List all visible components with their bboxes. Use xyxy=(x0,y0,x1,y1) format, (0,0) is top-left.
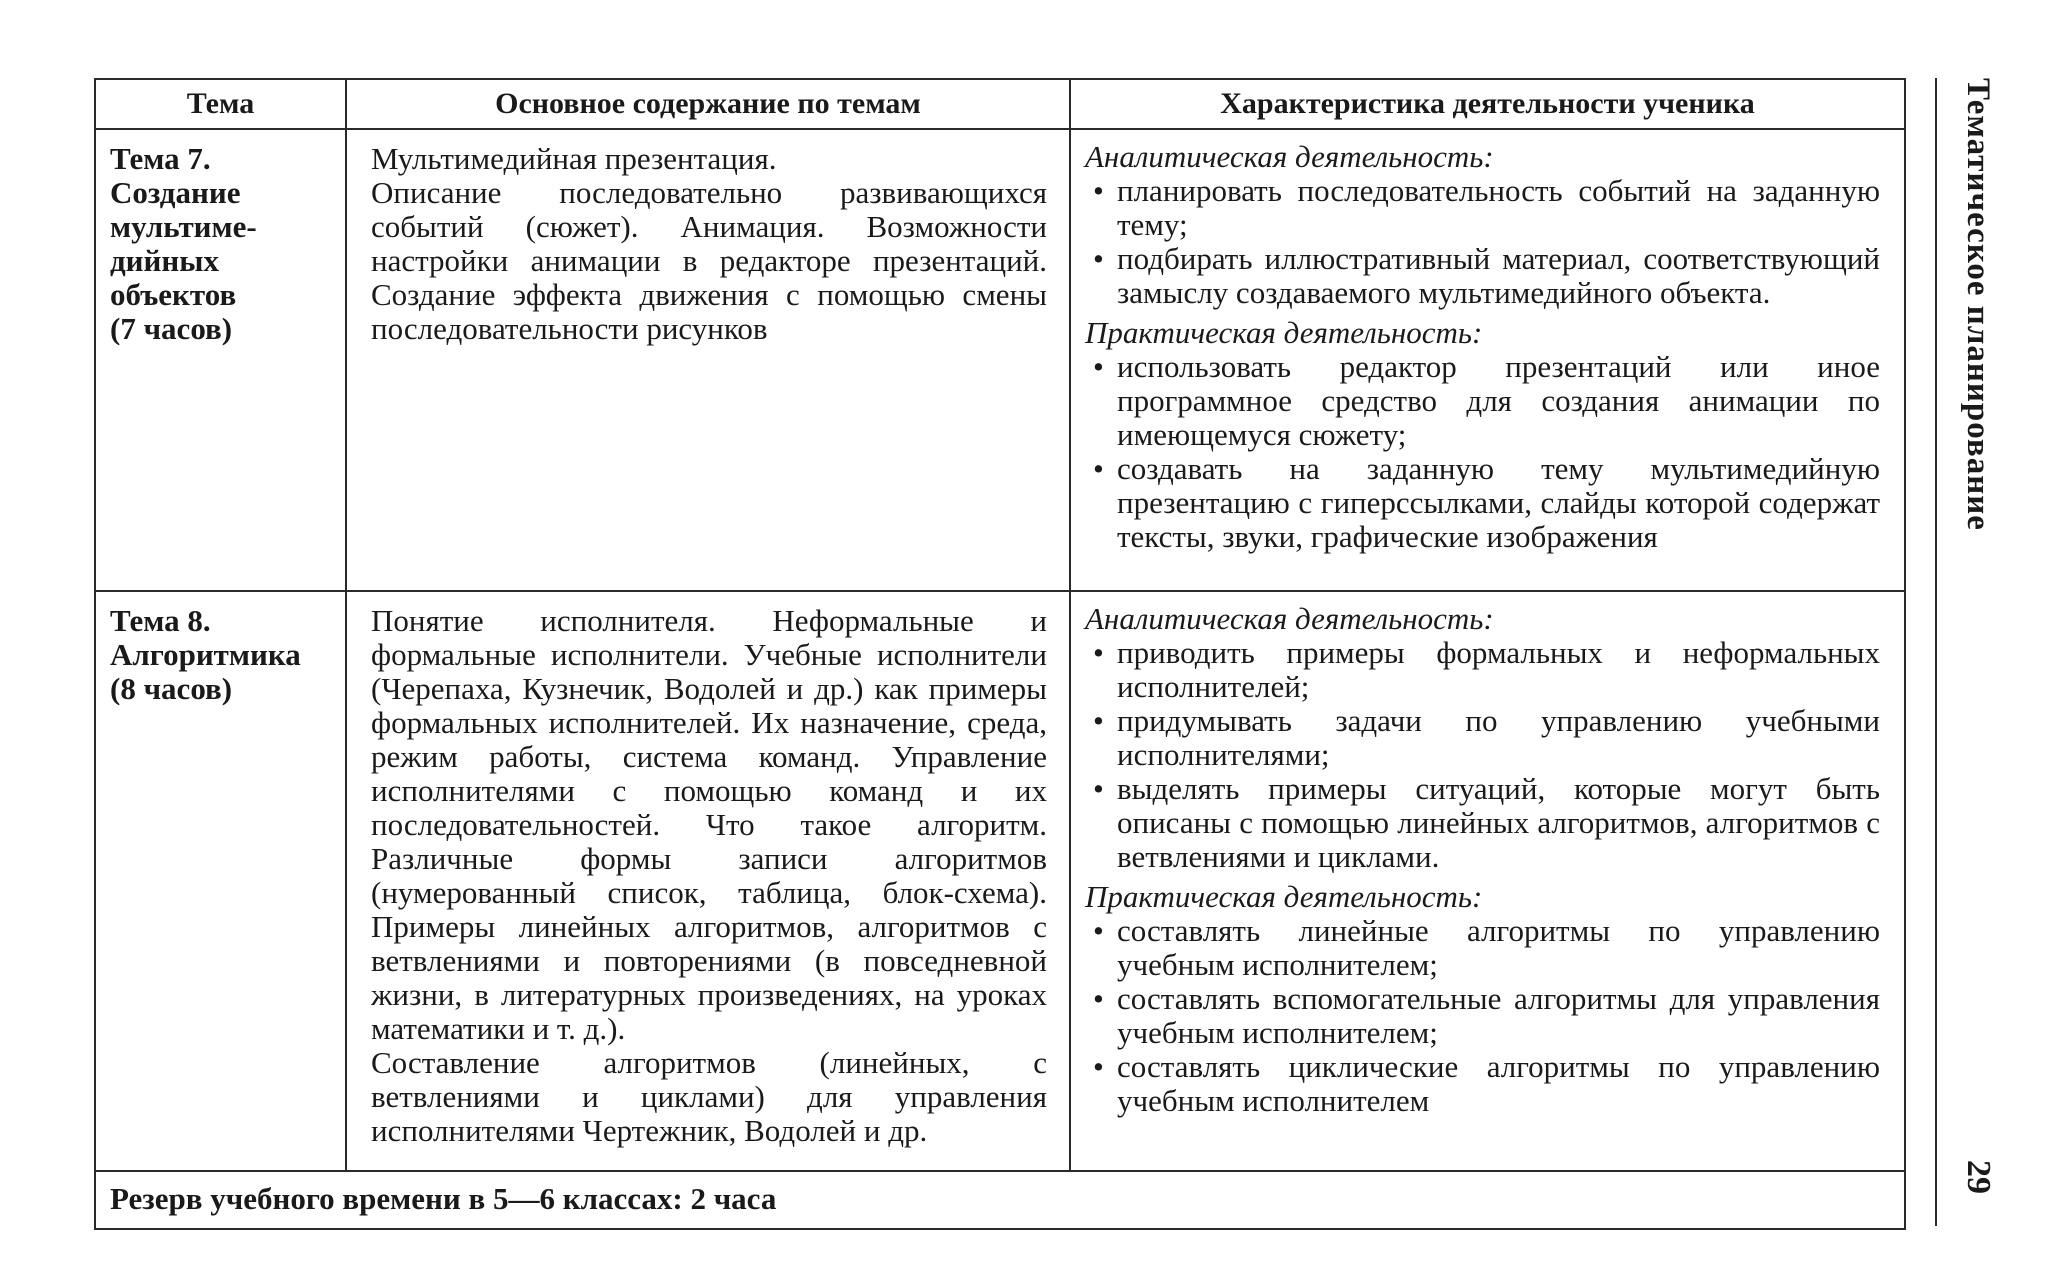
topic-line: Алгоритмика xyxy=(110,637,301,672)
bullet-icon: • xyxy=(1093,981,1104,1016)
margin-rule xyxy=(1935,78,1937,1226)
list-item xyxy=(1085,772,1880,874)
list-item-text: создавать на заданную тему мультимедийную презентацию с гиперссылками, слайды которой содержат тексты, звуки, графические изображения xyxy=(1117,451,1880,554)
list-item-text: планировать последовательность событий на заданную тему; xyxy=(1117,173,1880,242)
analytic-activity-list xyxy=(1085,636,1880,874)
bullet-icon: • xyxy=(1093,451,1104,486)
topic-line: (8 часов) xyxy=(110,671,233,706)
thematic-plan-table xyxy=(94,78,1906,1230)
list-item xyxy=(1085,350,1880,452)
bullet-icon: • xyxy=(1093,1049,1104,1084)
list-item-text: составлять вспомогательные алгоритмы для управления учебным исполнителем; xyxy=(1117,981,1880,1050)
topic-line: Тема 7. xyxy=(110,141,211,176)
list-item-text: составлять линейные алгоритмы по управлению учебным исполнителем; xyxy=(1117,913,1880,982)
practical-activity-list xyxy=(1085,914,1880,1118)
activity-cell xyxy=(1070,129,1905,591)
activity-cell xyxy=(1070,591,1905,1171)
list-item-text: подбирать иллюстративный материал, соответствующий замыслу создаваемого мультимедийного объекта. xyxy=(1117,241,1880,310)
header-row xyxy=(95,79,1905,129)
list-item-text: придумывать задачи по управлению учебными исполнителями; xyxy=(1117,703,1880,772)
list-item xyxy=(1085,636,1880,704)
topic-line: Тема 8. xyxy=(110,603,211,638)
content-paragraph: Мультимедийная презентация. xyxy=(371,141,777,176)
practical-activity-label: Практическая деятельность: xyxy=(1085,315,1483,350)
analytic-activity-label: Аналитическая деятельность: xyxy=(1085,139,1494,174)
list-item xyxy=(1085,704,1880,772)
content-paragraph: Понятие исполнителя. Неформальные и формальные исполнители. Учебные исполнители (Черепаха, Кузнечик, Водолей и др.) как примеры формальных исполнителей. Их назначение, среда, режим работы, система команд. Управление исполнителями с помощью команд и их последовательностей. Что такое алгоритм. Различные формы записи алгоритмов (нумерованный список, таблица, блок-схема). Примеры линейных алгоритмов, алгоритмов с ветвлениями и повторениями (в повседневной жизни, в литературных произведениях, на уроках математики и т. д.). xyxy=(371,603,1047,1046)
list-item xyxy=(1085,914,1880,982)
page-number: 29 xyxy=(1960,1160,1997,1194)
reserve-time: Резерв учебного времени в 5—6 классах: 2 часа xyxy=(95,1171,1905,1229)
bullet-icon: • xyxy=(1093,771,1104,806)
bullet-icon: • xyxy=(1093,173,1104,208)
list-item xyxy=(1085,452,1880,554)
content-cell xyxy=(346,591,1070,1171)
bullet-icon: • xyxy=(1093,241,1104,276)
reserve-row xyxy=(95,1171,1905,1229)
topic-cell xyxy=(95,591,346,1171)
list-item-text: составлять циклические алгоритмы по управлению учебным исполнителем xyxy=(1117,1049,1880,1118)
list-item-text: использовать редактор презентаций или иное программное средство для создания анимации по имеющемуся сюжету; xyxy=(1117,349,1880,452)
table-header xyxy=(95,79,1905,129)
bullet-icon: • xyxy=(1093,635,1104,670)
topic-line: объектов xyxy=(110,277,237,312)
topic-line: дийных xyxy=(110,243,219,278)
section-side-title: Тематическое планирование xyxy=(1960,78,1996,531)
list-item-text: выделять примеры ситуаций, которые могут быть описаны с помощью линейных алгоритмов, алгоритмов с ветвлениями и циклами. xyxy=(1117,771,1880,874)
analytic-activity-list xyxy=(1085,174,1880,310)
header-activity: Характеристика деятельности ученика xyxy=(1070,79,1905,129)
topic-line: мультиме- xyxy=(110,209,257,244)
content-cell xyxy=(346,129,1070,591)
bullet-icon: • xyxy=(1093,703,1104,738)
list-item xyxy=(1085,982,1880,1050)
header-topic: Тема xyxy=(95,79,346,129)
topic-cell xyxy=(95,129,346,591)
header-content: Основное содержание по темам xyxy=(346,79,1070,129)
practical-activity-label: Практическая деятельность: xyxy=(1085,879,1483,914)
analytic-activity-label: Аналитическая деятельность: xyxy=(1085,601,1494,636)
content-paragraph: Составление алгоритмов (линейных, с ветвлениями и циклами) для управления исполнителями Чертежник, Водолей и др. xyxy=(371,1045,1047,1148)
bullet-icon: • xyxy=(1093,349,1104,384)
content-paragraph: Описание последовательно развивающихся событий (сюжет). Анимация. Возможности настройки анимации в редакторе презентаций. Создание эффекта движения с помощью смены последовательности рисунков xyxy=(371,175,1047,346)
table-row xyxy=(95,129,1905,591)
topic-line: (7 часов) xyxy=(110,311,233,346)
practical-activity-list xyxy=(1085,350,1880,554)
list-item-text: приводить примеры формальных и неформальных исполнителей; xyxy=(1117,635,1880,704)
list-item xyxy=(1085,1050,1880,1118)
table-row xyxy=(95,591,1905,1171)
list-item xyxy=(1085,242,1880,310)
list-item xyxy=(1085,174,1880,242)
topic-line: Создание xyxy=(110,175,241,210)
bullet-icon: • xyxy=(1093,913,1104,948)
